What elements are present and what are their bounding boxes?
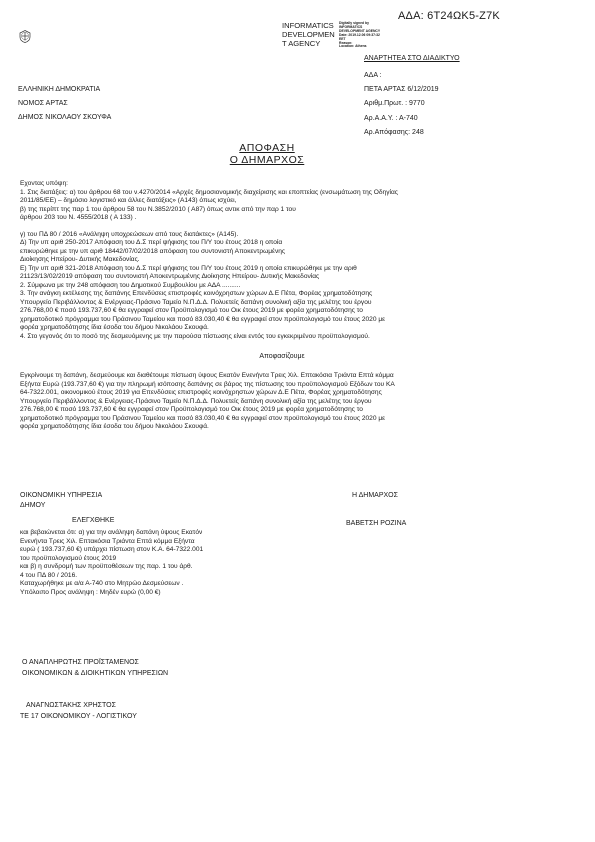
- body-line: άρθρου 203 του Ν. 4555/2018 ( Α 133) .: [20, 214, 137, 221]
- checked-statement: [20, 529, 203, 597]
- greek-emblem-icon: [19, 30, 31, 48]
- body-line: φορέα χρηματοδότησης ίδια έσοδα του δήμου Νικολάου Σκουφά.: [20, 324, 209, 331]
- body-line: 276.768,00 € ποσό 193.737,60 € θα εγγραφεί στον Προϋπολογισμό του Οικ έτους 2019 με φορέα χρηματοδότησης το: [20, 307, 363, 314]
- body-line: γ) του ΠΔ 80 / 2016 «Ανάληψη υποχρεώσεων από τους διατάκτες» (Α145).: [20, 230, 239, 238]
- signatory-line: ΤΕ 17 ΟΙΚΟΝΟΜΙΚΟΥ - ΛΟΓΙΣΤΙΚΟΥ: [20, 713, 137, 720]
- body-line: 21123/13/02/2019 απόφαση του συντονιστή Αποκεντρωμένης Διοίκησης Ηπείρου- Δυτικής Μακεδονίας: [20, 273, 320, 280]
- signature-line: Reason:: [339, 40, 353, 45]
- signature-line: Digitally signed by: [339, 21, 369, 25]
- checked-line: και βεβαιώνεται ότι: α) για την ανάληψη δαπάνη ύψους Εκατόν: [20, 529, 203, 536]
- reference-block: [364, 69, 439, 140]
- issuer-block: [18, 83, 111, 125]
- signature-line: Location: Athens: [339, 44, 367, 49]
- signature-line: EET: [339, 36, 346, 41]
- issuer-line: ΔΗΜΟΣ ΝΙΚΟΛΑΟΥ ΣΚΟΥΦΑ: [18, 114, 112, 121]
- reference-line: ΑΔΑ :: [364, 72, 382, 79]
- body-line: [20, 223, 398, 231]
- checked-line: του προϋπολογισμού έτους 2019: [20, 554, 117, 562]
- agency-line: T AGENCY: [282, 38, 321, 48]
- body-line: 4. Στο γεγονός ότι το ποσό της δεσμευόμενης με την παρούσα πίστωσης είναι εντός του εγκεκριμένου προϋπολογισμού.: [20, 332, 370, 340]
- body-line: χρηματοδοτικό πρόγραμμα του Πράσινου Ταμείου και ποσό 83.030,40 € θα εγγραφεί στον προϋπολογισμό του έτους 2020 με: [20, 315, 386, 323]
- reference-line: Αρ.Α.Α.Υ. : Α-740: [364, 114, 418, 122]
- decision-line: Εξήντα Ευρώ (193.737,60 €) για την πληρωμή ισόποσης δαπάνης σε βάρος της πίστωσης του προϋπολογισμού Εξόδων του ΚΑ: [20, 380, 395, 388]
- decide-heading: Αποφασίζουμε: [259, 353, 305, 360]
- agency-line: DEVELOPMEN: [282, 29, 335, 39]
- issuer-line: ΝΟΜΟΣ ΑΡΤΑΣ: [18, 100, 68, 107]
- body-line: επικυρώθηκε με την υπ αριθ 18442/07/02/2018 απόφαση του συντονιστή Αποκεντρωμένης: [20, 247, 286, 255]
- checked-line: Υπόλοιπο Προς ανάληψη : Μηδέν ευρώ (0,00 €): [20, 588, 161, 596]
- document-title: ΑΠΟΦΑΣΗ: [239, 142, 295, 154]
- body-line: Δ) Την υπ αριθ 250-2017 Απόφαση του Δ.Σ περί ψήφισης του Π/Υ του έτους 2018 η οποία: [20, 239, 283, 246]
- body-line: 3. Την ανάγκη εκτέλεσης της δαπάνης Επενδύσεις επιστροφές κοινόχρηστων χώρων Δ.Ε Πέτα, Φορέας χρηματοδότησης: [20, 290, 373, 297]
- signatory: [20, 700, 137, 722]
- decision-line: 64-7322.001, οικονομικού έτους 2019 για Επενδύσεις επιστροφές κοινόχρηστων χώρων Δ.Ε Πέτα, Φορέας χρηματοδότησης: [20, 389, 382, 396]
- body-line: 2. Σύμφωνα με την 248 απόφαση του Δημοτικού Συμβουλίου με ΑΔΑ ..........: [20, 281, 241, 289]
- deputy-head-line: Ο ΑΝΑΠΛΗΡΩΤΗΣ ΠΡΟΪΣΤΑΜΕΝΟΣ: [22, 659, 139, 666]
- posted-online-label: ΑΝΑΡΤΗΤΕΑ ΣΤΟ ΔΙΑΔΙΚΤΥΟ: [364, 55, 460, 62]
- decision-line: Υπουργείο Περιβάλλοντος & Ενέργειας-Πράσινο Ταμείο Ν.Π.Δ.Δ. Πολυετείς δαπάνη συνολική αξία της μελέτης του έργου: [20, 397, 372, 405]
- deputy-head-line: ΟΙΚΟΝΟΜΙΚΩΝ & ΔΙΟΙΚΗΤΙΚΩΝ ΥΠΗΡΕΣΙΩΝ: [22, 670, 169, 677]
- body-line: Διοίκησης Ηπείρου- Δυτικής Μακεδονίας.: [20, 256, 140, 263]
- signature-line: DEVELOPMENT AGENCY: [339, 28, 381, 33]
- agency-line: INFORMATICS: [282, 21, 334, 30]
- decision-text: [20, 372, 395, 432]
- considerations: [20, 180, 398, 341]
- document-subtitle: Ο ΔΗΜΑΡΧΟΣ: [229, 154, 305, 166]
- finance-service-line: ΟΙΚΟΝΟΜΙΚΗ ΥΠΗΡΕΣΙΑ: [20, 492, 103, 499]
- deputy-head: [22, 657, 168, 679]
- checked-line: ευρώ ( 193.737,60 €) υπάρχει πίστωση στον Κ.Α. 64-7322.001: [20, 546, 204, 553]
- issuer-line: ΕΛΛΗΝΙΚΗ ΔΗΜΟΚΡΑΤΙΑ: [18, 86, 101, 93]
- mayor-name: ΒΑΒΕΤΣΗ ΡΟΖΙΝΑ: [346, 520, 407, 527]
- checked-label: ΕΛΕΓΧΘΗΚΕ: [72, 517, 115, 524]
- reference-line: Αριθμ.Πρωτ. : 9770: [364, 100, 425, 108]
- body-line: 2011/85/ΕΕ) – δημόσιο λογιστικό και άλλες διατάξεις» (Α143) όπως ισχύει,: [20, 197, 237, 204]
- reference-line: ΠΕΤΑ ΑΡΤΑΣ 6/12/2019: [364, 86, 439, 94]
- checked-line: και β) η συνδρομή των προϋποθέσεων της παρ. 1 του άρθ.: [20, 563, 193, 570]
- decision-line: 276.768,00 € ποσό 193.737,60 € θα εγγραφεί στον Προϋπολογισμό του Οικ έτους 2019 με φορέα χρηματοδότησης το: [20, 406, 363, 413]
- reference-line: Αρ.Απόφασης: 248: [364, 128, 424, 136]
- body-line: Ε) Την υπ αριθ 321-2018 Απόφαση του Δ.Σ περί ψήφισης του Π/Υ του έτους 2019 η οποία επικυρώθηκε με την αριθ: [20, 264, 357, 272]
- mayor-label: Η ΔΗΜΑΡΧΟΣ: [352, 492, 398, 499]
- body-line: 1. Στις διατάξεις: α) του άρθρου 68 του ν.4270/2014 «Αρχές δημοσιονομικής διαχείρισης και εποπτείας (ενσωμάτωση της Οδηγίας: [20, 188, 398, 196]
- signature-line: Date: 2019.12.06 09:37:32: [339, 32, 380, 37]
- decision-line: φορέα χρηματοδότησης ίδια έσοδα του δήμου Νικολάου Σκουφά.: [20, 423, 209, 430]
- signatory-line: ΑΝΑΓΝΩΣΤΑΚΗΣ ΧΡΗΣΤΟΣ: [26, 702, 116, 709]
- body-line: β) της περίπτ της παρ 1 του άρθρου 58 του Ν.3852/2010 ( Α87) όπως αντικ από την παρ 1 του: [20, 205, 296, 213]
- checked-line: Ενενήντα Τρεις Χιλ. Επτακόσια Τριάντα Επτά κόμμα Εξήντα: [20, 537, 195, 545]
- finance-service-line: ΔΗΜΟΥ: [20, 502, 46, 509]
- signature-line: INFORMATICS: [339, 24, 363, 29]
- checked-line: Καταχωρήθηκε με α/α Α-740 στο Μητρώο Δεσμεύσεων .: [20, 580, 184, 587]
- ada-code: ΑΔΑ: 6Τ24ΩΚ5-Ζ7Κ: [398, 10, 500, 22]
- decision-line: χρηματοδοτικό πρόγραμμα του Πράσινου Ταμείου και ποσό 83.030,40 € θα εγγραφεί στον προϋπολογισμό του έτους 2020 με: [20, 414, 386, 422]
- checked-line: 4 του ΠΔ 80 / 2016.: [20, 571, 78, 579]
- body-line: Υπουργείο Περιβάλλοντος & Ενέργειας-Πράσινο Ταμείο Ν.Π.Δ.Δ. Πολυετείς δαπάνη συνολική αξία της μελέτης του έργου: [20, 298, 372, 306]
- agency-name: [282, 22, 335, 48]
- finance-service: [20, 491, 102, 511]
- decision-line: Εγκρίνουμε τη δαπάνη, δεσμεύουμε και διαθέτουμε πίστωση ύψους Εκατόν Ενενήντα Τρεις Χιλ. Επτακόσια Τριάντα Επτά κόμμα: [20, 372, 394, 379]
- digital-signature-details: [339, 22, 380, 49]
- body-line: Εχοντας υπόψη:: [20, 180, 69, 187]
